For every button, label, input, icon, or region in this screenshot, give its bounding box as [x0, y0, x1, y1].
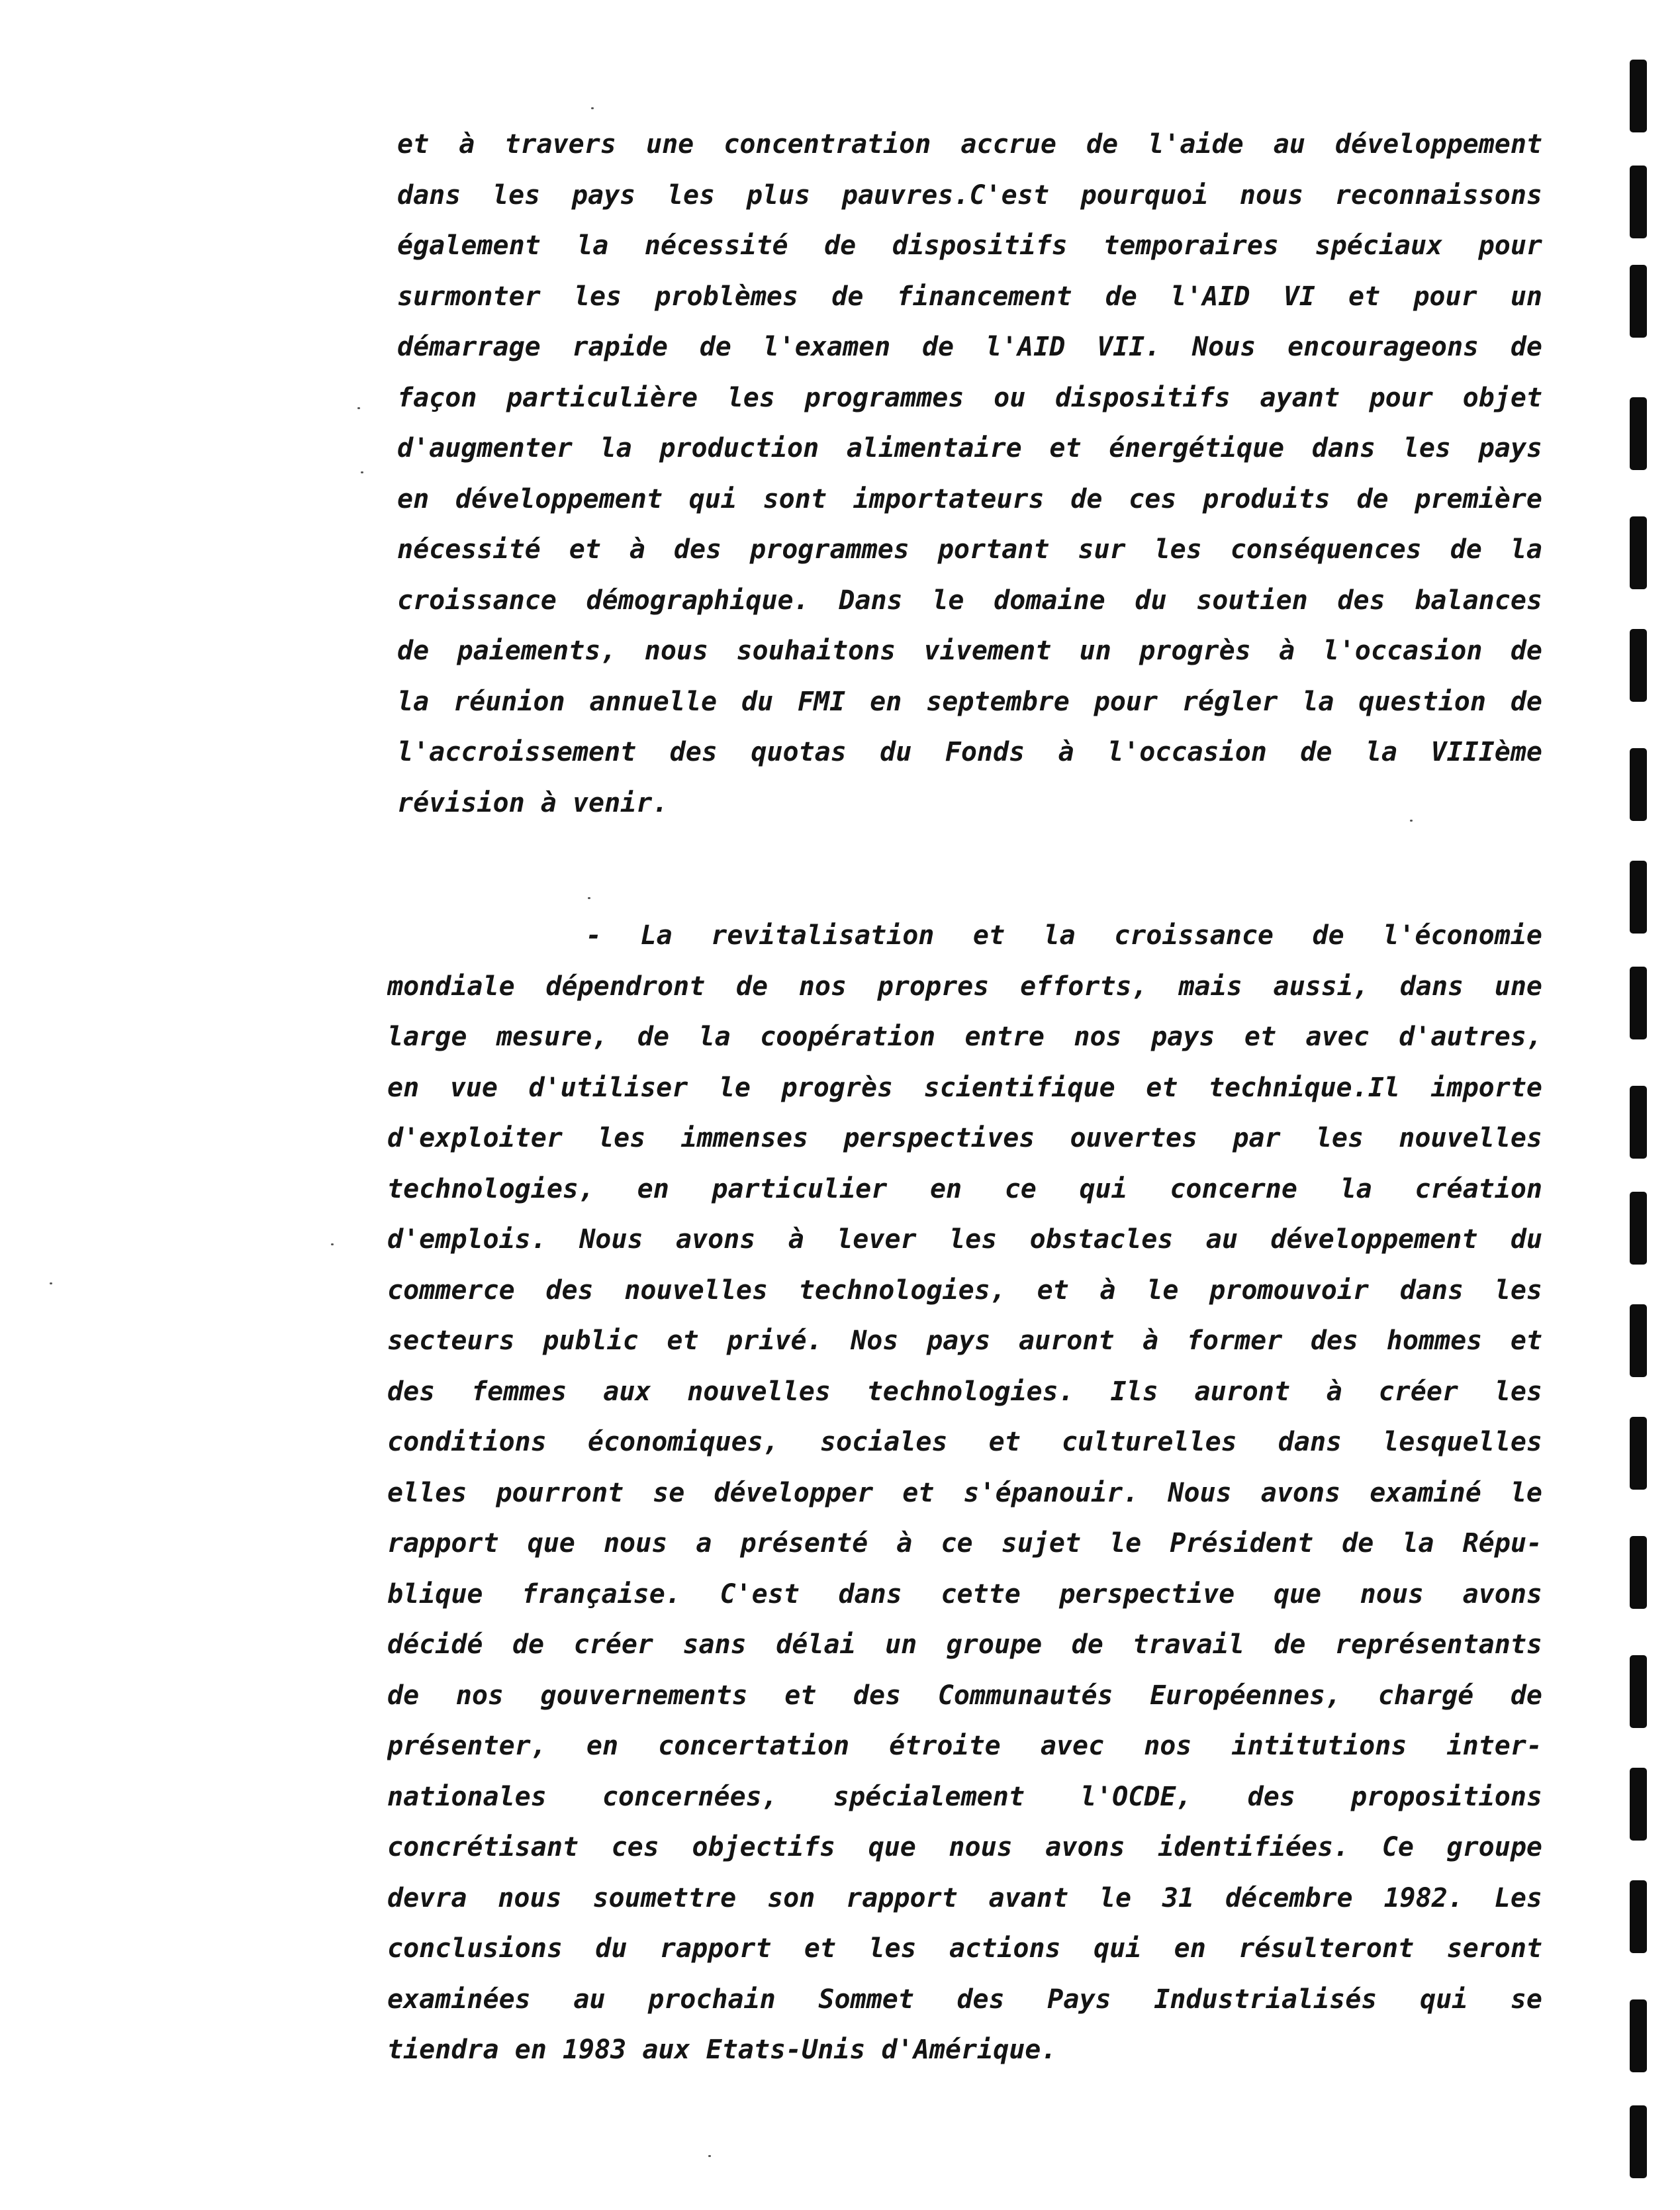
- text-line: concrétisant ces objectifs que nous avons identifiées. Ce groupe: [387, 1832, 1542, 1862]
- margin-bar: [1630, 748, 1647, 821]
- margin-bar: [1630, 166, 1647, 238]
- text-line: devra nous soumettre son rapport avant le 31 décembre 1982. Les: [387, 1882, 1542, 1913]
- text-line: examinées au prochain Sommet des Pays Industrialisés qui se: [387, 1984, 1542, 2015]
- text-line: décidé de créer sans délai un groupe de travail de représentants: [387, 1629, 1542, 1660]
- scan-speck: [50, 1282, 52, 1284]
- scan-speck: [591, 107, 594, 109]
- margin-bar: [1630, 60, 1647, 132]
- text-line: d'augmenter la production alimentaire et énergétique dans les pays: [397, 433, 1542, 463]
- text-line: également la nécessité de dispositifs temporaires spéciaux pour: [397, 230, 1542, 261]
- margin-bar: [1630, 1536, 1647, 1609]
- margin-bar: [1630, 397, 1647, 470]
- text-line: de nos gouvernements et des Communautés Européennes, chargé de: [387, 1680, 1542, 1711]
- scan-speck: [361, 471, 363, 473]
- margin-bar: [1630, 1417, 1647, 1490]
- text-line: façon particulière les programmes ou dispositifs ayant pour objet: [397, 382, 1542, 413]
- margin-bar: [1630, 265, 1647, 338]
- text-line: croissance démographique. Dans le domaine du soutien des balances: [397, 585, 1542, 616]
- text-line: d'exploiter les immenses perspectives ouvertes par les nouvelles: [387, 1123, 1542, 1153]
- text-line: secteurs public et privé. Nos pays auront à former des hommes et: [387, 1325, 1542, 1356]
- scan-speck: [331, 1243, 334, 1245]
- margin-bar: [1630, 1999, 1647, 2072]
- text-line-last: tiendra en 1983 aux Etats-Unis d'Amérique.: [387, 2035, 1057, 2065]
- paragraph-new-technologies: [387, 910, 1542, 2076]
- text-line: de paiements, nous souhaitons vivement un progrès à l'occasion de: [397, 636, 1542, 666]
- text-line: technologies, en particulier en ce qui concerne la création: [387, 1173, 1542, 1204]
- text-line: blique française. C'est dans cette perspective que nous avons: [387, 1578, 1542, 1609]
- margin-bar: [1630, 516, 1647, 589]
- text-line: d'emplois. Nous avons à lever les obstacles au développement du: [387, 1224, 1542, 1255]
- text-line: et à travers une concentration accrue de l'aide au développement: [397, 129, 1542, 160]
- margin-bar: [1630, 1768, 1647, 1841]
- text-line: la réunion annuelle du FMI en septembre pour régler la question de: [397, 686, 1542, 717]
- text-line-indented: - La revitalisation et la croissance de l'économie: [586, 920, 1542, 951]
- text-line: nécessité et à des programmes portant sur les conséquences de la: [397, 534, 1542, 565]
- margin-bar: [1630, 1304, 1647, 1377]
- text-line: l'accroissement des quotas du Fonds à l'occasion de la VIIIème: [397, 737, 1542, 767]
- margin-bar: [1630, 629, 1647, 702]
- scan-speck: [708, 2155, 711, 2157]
- margin-bar: [1630, 1655, 1647, 1728]
- text-line: des femmes aux nouvelles technologies. Ils auront à créer les: [387, 1376, 1542, 1407]
- text-line: démarrage rapide de l'examen de l'AID VII. Nous encourageons de: [397, 332, 1542, 362]
- scan-speck: [588, 897, 590, 899]
- text-line: commerce des nouvelles technologies, et à le promouvoir dans les: [387, 1274, 1542, 1306]
- scanner-margin-bars: [1622, 0, 1661, 2210]
- text-line: nationales concernées, spécialement l'OCDE, des propositions: [387, 1781, 1542, 1812]
- text-line: en développement qui sont importateurs de ces produits de première: [397, 483, 1542, 514]
- text-line: surmonter les problèmes de financement de l'AID VI et pour un: [397, 281, 1542, 312]
- paragraph-aid-financing: [397, 119, 1542, 828]
- text-line: mondiale dépendront de nos propres efforts, mais aussi, dans une: [387, 971, 1542, 1002]
- text-line: elles pourront se développer et s'épanouir. Nous avons examiné le: [387, 1477, 1542, 1508]
- margin-bar: [1630, 2105, 1647, 2178]
- text-line: large mesure, de la coopération entre nos pays et avec d'autres,: [387, 1022, 1542, 1052]
- margin-bar: [1630, 1192, 1647, 1265]
- text-line: rapport que nous a présenté à ce sujet le Président de la Répu-: [387, 1528, 1542, 1559]
- text-line-last: révision à venir.: [397, 787, 669, 818]
- text-line: dans les pays les plus pauvres.C'est pourquoi nous reconnaissons: [397, 179, 1542, 211]
- text-line: en vue d'utiliser le progrès scientifique et technique.Il importe: [387, 1072, 1542, 1103]
- text-line: présenter, en concertation étroite avec nos intitutions inter-: [387, 1731, 1542, 1761]
- margin-bar: [1630, 861, 1647, 934]
- scan-speck: [1410, 820, 1413, 822]
- text-line: conditions économiques, sociales et culturelles dans lesquelles: [387, 1427, 1542, 1457]
- margin-bar: [1630, 1086, 1647, 1159]
- margin-bar: [1630, 967, 1647, 1039]
- scan-speck: [357, 407, 360, 409]
- text-line: conclusions du rapport et les actions qui en résulteront seront: [387, 1933, 1542, 1964]
- margin-bar: [1630, 1880, 1647, 1953]
